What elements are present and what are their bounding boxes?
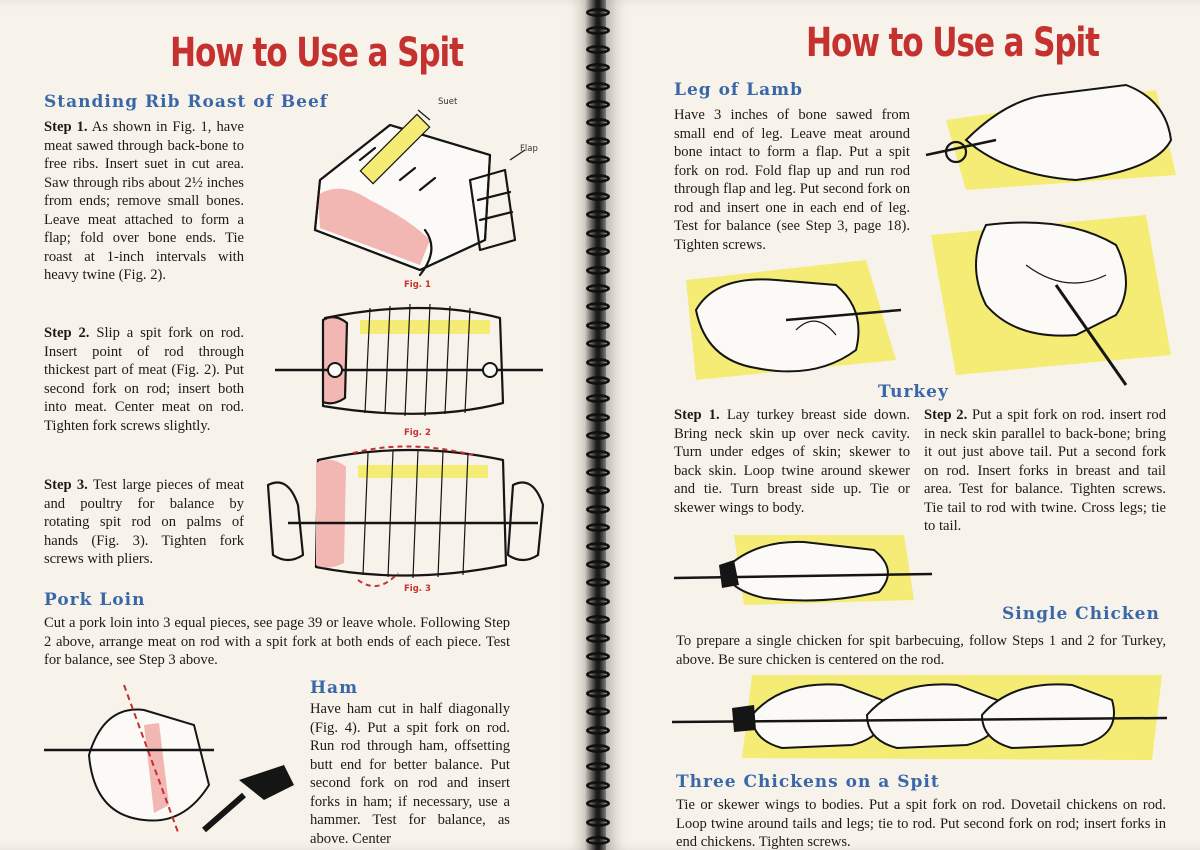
leg-of-lamb-heading: Leg of Lamb xyxy=(674,80,803,100)
spiral-coil xyxy=(586,450,610,459)
step2-text: Slip a spit fork on rod. Insert point of rod through thickest part of meat (Fig. 2). Put second fork on rod; insert both into meat. Center meat on rod. Tighten fork screws slightly. xyxy=(44,325,244,434)
turkey-heading: Turkey xyxy=(878,382,949,402)
turkey-step2-text: Put a spit fork on rod. insert rod in neck skin parallel to back-bone; bring it out just above tail. Put a second fork on rod. Insert forks in breast and tail area. Test for balance. Tighten screws. Tie tail to rod with twine. Cross legs; tie to tail. xyxy=(924,407,1166,534)
rib-roast-step2 xyxy=(44,324,244,435)
spiral-coil xyxy=(586,8,610,17)
left-page xyxy=(0,0,590,850)
spiral-coil xyxy=(586,505,610,514)
fig1-rib-roast-illustration xyxy=(300,100,540,280)
spiral-coil xyxy=(586,82,610,91)
spiral-coil xyxy=(586,542,610,551)
rib-roast-step1 xyxy=(44,118,244,285)
rib-roast-step3 xyxy=(44,476,244,569)
leg-of-lamb-text: Have 3 inches of bone sawed from small end of leg. Leave meat around bone intact to form a flap. Put a spit fork on rod. Fold flap up and run rod through flap and leg. Put second fork on rod and insert one in each end of leg. Test for balance (see Step 3, page 18). Tighten screws. xyxy=(674,107,910,253)
single-chicken-heading: Single Chicken xyxy=(1002,604,1160,624)
step2-label: Step 2. xyxy=(44,325,90,341)
spiral-coil xyxy=(586,321,610,330)
turkey-step1-text: Lay turkey breast side down. Bring neck skin up over neck cavity. Turn under edges of skin; skewer to back skin. Loop twine around skewer and tie. Turn breast side up. Tie or skewer wings to body. xyxy=(674,407,910,516)
turkey-step1-label: Step 1. xyxy=(674,407,720,423)
ham-heading: Ham xyxy=(310,678,359,698)
turkey-step1 xyxy=(674,406,910,517)
fig4-ham-illustration xyxy=(44,685,304,840)
lamb-illustration-top xyxy=(926,80,1186,200)
lamb-illustration-right xyxy=(926,205,1186,385)
pork-loin-text: Cut a pork loin into 3 equal pieces, see page 39 or leave whole. Following Step 2 above, arrange meat on rod with a spit fork at both ends of each piece. Test for balance, see Step 3 above. xyxy=(44,615,510,668)
spiral-coil xyxy=(586,468,610,477)
spiral-coil xyxy=(586,284,610,293)
callout-flap: Flap xyxy=(520,144,538,154)
spiral-coil xyxy=(586,560,610,569)
rib-roast-heading: Standing Rib Roast of Beef xyxy=(44,92,329,112)
pork-loin-heading: Pork Loin xyxy=(44,590,146,610)
right-page-title: How to Use a Spit xyxy=(806,20,1099,66)
spiral-coil xyxy=(586,266,610,275)
spiral-coil xyxy=(586,597,610,606)
single-chicken-text: To prepare a single chicken for spit barbecuing, follow Steps 1 and 2 for Turkey, above. Be sure chicken is centered on the rod. xyxy=(676,633,1166,668)
spiral-coil xyxy=(586,413,610,422)
spiral-coil xyxy=(586,100,610,109)
spiral-coil xyxy=(586,376,610,385)
left-page-title: How to Use a Spit xyxy=(170,30,463,76)
fig2-tied-roast-illustration xyxy=(275,298,545,423)
fig1-caption: Fig. 1 xyxy=(404,280,431,290)
lamb-illustration-left xyxy=(666,250,906,390)
spiral-coil xyxy=(586,726,610,735)
fig3-caption: Fig. 3 xyxy=(404,584,431,594)
right-page xyxy=(606,0,1200,850)
step1-label: Step 1. xyxy=(44,119,88,135)
spiral-coil xyxy=(586,818,610,827)
spiral-coil xyxy=(586,744,610,753)
turkey-step2 xyxy=(924,406,1166,536)
turkey-spit-illustration xyxy=(674,530,934,610)
spiral-coil xyxy=(586,45,610,54)
spiral-coil xyxy=(586,137,610,146)
callout-suet: Suet xyxy=(438,97,458,107)
fig2-caption: Fig. 2 xyxy=(404,428,431,438)
ham-text: Have ham cut in half diagonally (Fig. 4). Put a spit fork on rod. Run rod through ham, offsetting butt end for better balance. Put second fork on rod and insert forks in ham; if necessary, use a hammer. Test for balance, as above. Center xyxy=(310,701,510,847)
spiral-coil xyxy=(586,781,610,790)
step3-label: Step 3. xyxy=(44,477,88,493)
spiral-coil xyxy=(586,174,610,183)
spiral-coil xyxy=(586,358,610,367)
three-chickens-text: Tie or skewer wings to bodies. Put a spit fork on rod. Dovetail chickens on rod. Loop twine around tails and legs; tie to rod. Put second fork on rod; insert forks in end chickens. Tighten screws. xyxy=(676,797,1166,850)
fig3-balance-test-illustration xyxy=(258,445,548,590)
spiral-coil xyxy=(586,836,610,845)
spiral-coil xyxy=(586,689,610,698)
spiral-coil xyxy=(586,652,610,661)
three-chickens-illustration xyxy=(672,670,1172,765)
step3-text: Test large pieces of meat and poultry for balance by rotating spit rod on palms of hands (Fig. 3). Tighten fork screws with pliers. xyxy=(44,477,244,567)
spiral-coil xyxy=(586,634,610,643)
spiral-coil xyxy=(586,192,610,201)
spiral-coil xyxy=(586,229,610,238)
three-chickens-heading: Three Chickens on a Spit xyxy=(676,772,940,792)
turkey-step2-label: Step 2. xyxy=(924,407,968,423)
step1-text: As shown in Fig. 1, have meat sawed through back-bone to free ribs. Insert suet in cut area. Saw through ribs about 2½ inches from ends; remove small bones. Leave meat attached to form a flap; fold over bone ends. Tie roast at 1-inch intervals with heavy twine (Fig. 2). xyxy=(44,119,244,283)
